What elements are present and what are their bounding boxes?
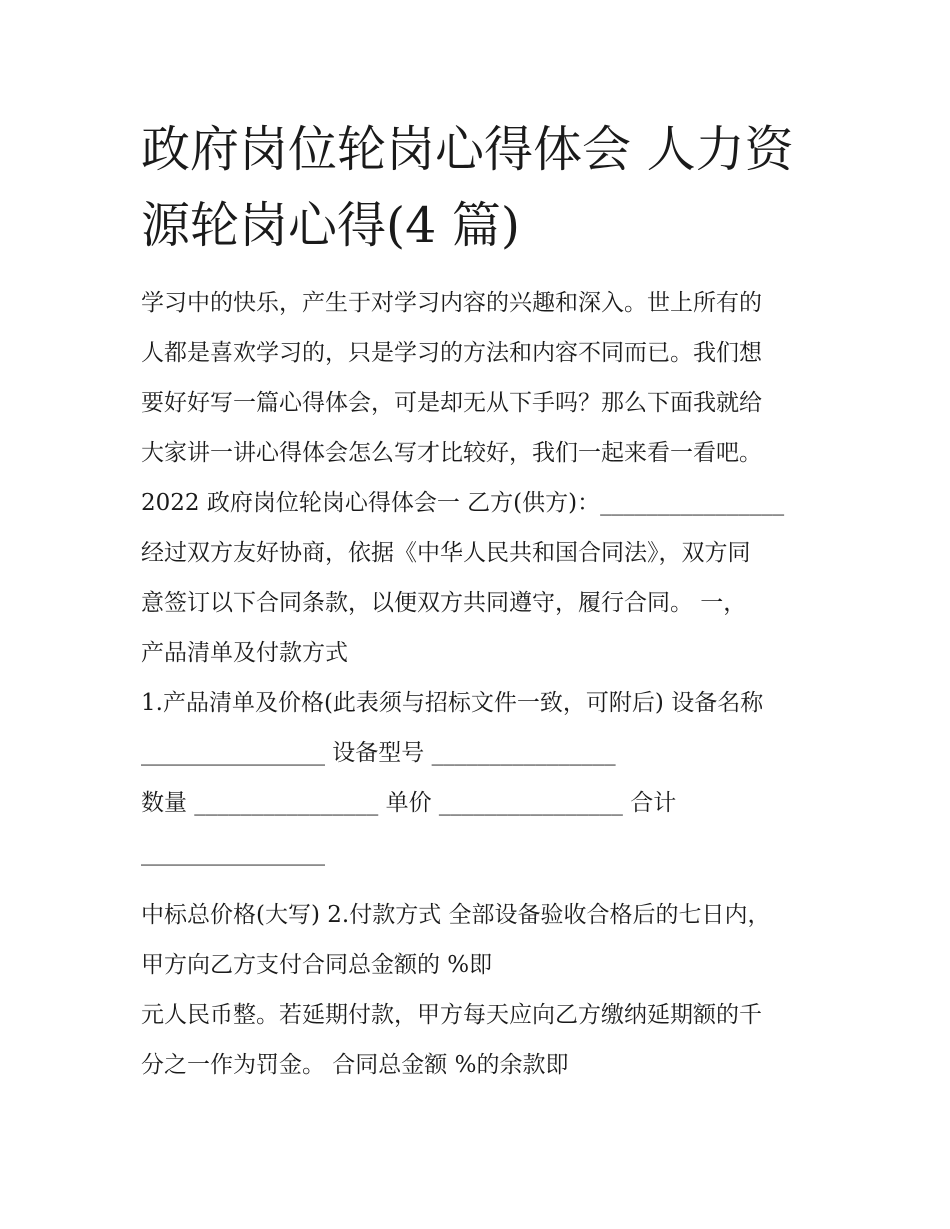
body-line-12: ________________: [141, 840, 325, 866]
body-line-15: 元人民币整。若延期付款，甲方每天应向乙方缴纳延期额的千: [141, 1002, 762, 1028]
title-line-1: 政府岗位轮岗心得体会 人力资: [141, 121, 794, 178]
body-line-16: 分之一作为罚金。 合同总金额 %的余款即: [141, 1052, 569, 1078]
body-line-1: 学习中的快乐，产生于对学习内容的兴趣和深入。世上所有的: [141, 290, 762, 316]
body-line-3: 要好好写一篇心得体会，可是却无从下手吗？那么下面我就给: [141, 390, 762, 416]
title-line-2: 源轮岗心得(4 篇): [141, 197, 520, 254]
body-line-2: 人都是喜欢学习的，只是学习的方法和内容不同而已。我们想: [141, 340, 762, 366]
body-line-14: 甲方向乙方支付合同总金额的 %即: [141, 952, 493, 978]
body-line-4: 大家讲一讲心得体会怎么写才比较好，我们一起来看一看吧。: [141, 440, 762, 466]
document-title: [141, 112, 821, 264]
document-page: [141, 112, 821, 1090]
body-line-9: 1.产品清单及价格(此表须与招标文件一致，可附后) 设备名称: [141, 690, 764, 716]
body-line-6: 经过双方友好协商，依据《中华人民共和国合同法》，双方同: [141, 540, 751, 566]
body-line-8: 产品清单及付款方式: [141, 640, 348, 666]
body-line-10: ________________ 设备型号 ________________: [141, 740, 616, 766]
body-line-5: 2022 政府岗位轮岗心得体会一 乙方(供方)：________________: [141, 490, 785, 516]
body-line-13: 中标总价格(大写) 2.付款方式 全部设备验收合格后的七日内，: [141, 902, 771, 928]
body-line-11: 数量 ________________ 单价 ________________ 合计: [141, 790, 677, 816]
body-line-7: 意签订以下合同条款，以便双方共同遵守，履行合同。 一，: [141, 590, 747, 616]
document-body: [141, 278, 821, 1090]
